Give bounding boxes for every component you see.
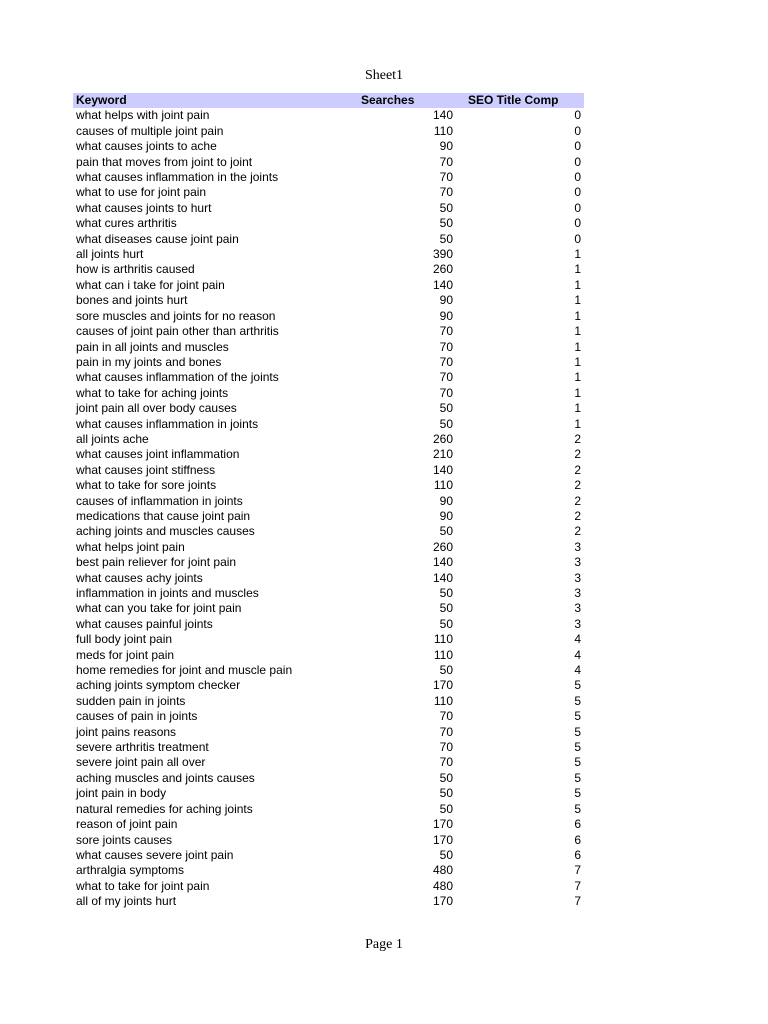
table-row[interactable]	[73, 478, 584, 493]
keyword-cell[interactable]: what helps with joint pain	[76, 108, 210, 123]
keyword-cell[interactable]: all of my joints hurt	[76, 894, 177, 909]
table-row[interactable]	[73, 863, 584, 878]
seo-comp-cell[interactable]: 1	[574, 385, 581, 400]
table-row[interactable]	[73, 879, 584, 894]
seo-comp-cell[interactable]: 2	[574, 462, 581, 477]
table-row[interactable]	[73, 494, 584, 509]
seo-comp-cell[interactable]: 0	[574, 216, 581, 231]
table-row[interactable]	[73, 185, 584, 200]
keyword-cell[interactable]: what cures arthritis	[76, 216, 177, 231]
table-row[interactable]	[73, 432, 584, 447]
searches-cell[interactable]: 170	[432, 832, 453, 847]
seo-comp-cell[interactable]: 0	[574, 185, 581, 200]
keyword-cell[interactable]: what diseases cause joint pain	[76, 231, 239, 246]
keyword-cell[interactable]: what to take for aching joints	[76, 385, 229, 400]
page-number: Page 1	[365, 937, 403, 952]
searches-cell[interactable]: 50	[439, 616, 453, 631]
column-header-seo-title-comp[interactable]: SEO Title Comp	[454, 93, 584, 108]
seo-comp-cell[interactable]: 2	[574, 524, 581, 539]
seo-comp-cell[interactable]: 5	[574, 724, 581, 739]
seo-comp-cell[interactable]: 1	[574, 293, 581, 308]
table-row[interactable]	[73, 463, 584, 478]
searches-cell[interactable]: 50	[439, 524, 453, 539]
keyword-cell[interactable]: what causes joint stiffness	[76, 462, 216, 477]
seo-comp-cell[interactable]: 1	[574, 339, 581, 354]
keyword-cell[interactable]: how is arthritis caused	[76, 262, 195, 277]
searches-cell[interactable]: 50	[439, 200, 453, 215]
keyword-cell[interactable]: all joints hurt	[76, 247, 144, 262]
keyword-cell[interactable]: what helps joint pain	[76, 539, 185, 554]
table-row[interactable]	[73, 540, 584, 555]
table-row[interactable]	[73, 124, 584, 139]
seo-comp-cell[interactable]: 4	[574, 647, 581, 662]
keyword-cell[interactable]: what causes joint inflammation	[76, 447, 240, 462]
table-row[interactable]	[73, 278, 584, 293]
keyword-cell[interactable]: what to take for joint pain	[76, 878, 210, 893]
table-row[interactable]	[73, 340, 584, 355]
searches-cell[interactable]: 90	[439, 139, 453, 154]
seo-comp-cell[interactable]: 3	[574, 555, 581, 570]
searches-cell[interactable]: 50	[439, 770, 453, 785]
seo-comp-cell[interactable]: 1	[574, 354, 581, 369]
seo-comp-cell[interactable]: 4	[574, 663, 581, 678]
seo-comp-cell[interactable]: 7	[574, 878, 581, 893]
keyword-cell[interactable]: pain in all joints and muscles	[76, 339, 229, 354]
seo-comp-cell[interactable]: 1	[574, 370, 581, 385]
searches-cell[interactable]: 140	[432, 555, 453, 570]
searches-cell[interactable]: 390	[432, 247, 453, 262]
keyword-cell[interactable]: causes of multiple joint pain	[76, 123, 224, 138]
keyword-cell[interactable]: all joints ache	[76, 431, 149, 446]
table-row[interactable]	[73, 678, 584, 693]
table-row[interactable]	[73, 108, 584, 123]
seo-comp-cell[interactable]: 3	[574, 616, 581, 631]
searches-cell[interactable]: 50	[439, 847, 453, 862]
searches-cell[interactable]: 170	[432, 678, 453, 693]
seo-comp-cell[interactable]: 0	[574, 139, 581, 154]
table-row[interactable]	[73, 632, 584, 647]
table-row[interactable]	[73, 617, 584, 632]
seo-comp-cell[interactable]: 5	[574, 770, 581, 785]
seo-comp-cell[interactable]: 0	[574, 231, 581, 246]
keyword-cell[interactable]: pain in my joints and bones	[76, 354, 222, 369]
seo-comp-cell[interactable]: 2	[574, 478, 581, 493]
searches-cell[interactable]: 70	[439, 709, 453, 724]
keyword-cell[interactable]: aching muscles and joints causes	[76, 770, 255, 785]
keyword-cell[interactable]: severe joint pain all over	[76, 755, 206, 770]
keyword-cell[interactable]: aching joints symptom checker	[76, 678, 241, 693]
table-row[interactable]	[73, 694, 584, 709]
searches-cell[interactable]: 70	[439, 740, 453, 755]
keyword-cell[interactable]: what can i take for joint pain	[76, 277, 225, 292]
keyword-cell[interactable]: sore muscles and joints for no reason	[76, 308, 276, 323]
table-row[interactable]	[73, 247, 584, 262]
keyword-cell[interactable]: best pain reliever for joint pain	[76, 555, 237, 570]
seo-comp-cell[interactable]: 5	[574, 801, 581, 816]
searches-cell[interactable]: 50	[439, 801, 453, 816]
searches-cell[interactable]: 110	[433, 647, 453, 662]
table-row[interactable]	[73, 293, 584, 308]
table-row[interactable]	[73, 216, 584, 231]
table-row[interactable]	[73, 324, 584, 339]
searches-cell[interactable]: 260	[432, 262, 453, 277]
seo-comp-cell[interactable]: 3	[574, 601, 581, 616]
keyword-cell[interactable]: home remedies for joint and muscle pain	[76, 663, 293, 678]
sheet-title: Sheet1	[364, 68, 404, 83]
seo-comp-cell[interactable]: 6	[574, 832, 581, 847]
searches-cell[interactable]: 90	[439, 293, 453, 308]
searches-cell[interactable]: 170	[432, 894, 453, 909]
table-row[interactable]	[73, 755, 584, 770]
table-row[interactable]	[73, 586, 584, 601]
keyword-cell[interactable]: what causes severe joint pain	[76, 847, 234, 862]
searches-cell[interactable]: 70	[439, 170, 453, 185]
searches-cell[interactable]: 70	[439, 185, 453, 200]
keyword-cell[interactable]: natural remedies for aching joints	[76, 801, 253, 816]
seo-comp-cell[interactable]: 1	[574, 308, 581, 323]
searches-cell[interactable]: 70	[439, 370, 453, 385]
keyword-cell[interactable]: medications that cause joint pain	[76, 508, 251, 523]
table-row[interactable]	[73, 648, 584, 663]
keyword-cell[interactable]: what causes joints to ache	[76, 139, 217, 154]
keyword-cell[interactable]: joint pain all over body causes	[76, 401, 237, 416]
table-row[interactable]	[73, 355, 584, 370]
table-row[interactable]	[73, 802, 584, 817]
seo-comp-cell[interactable]: 1	[574, 277, 581, 292]
table-row[interactable]	[73, 155, 584, 170]
seo-comp-cell[interactable]: 2	[574, 508, 581, 523]
keyword-cell[interactable]: pain that moves from joint to joint	[76, 154, 253, 169]
seo-comp-cell[interactable]: 0	[574, 108, 581, 123]
keyword-cell[interactable]: what causes inflammation in the joints	[76, 170, 279, 185]
keyword-cell[interactable]: arthralgia symptoms	[76, 863, 185, 878]
table-row[interactable]	[73, 139, 584, 154]
seo-comp-cell[interactable]: 3	[574, 570, 581, 585]
searches-cell[interactable]: 140	[432, 462, 453, 477]
table-row[interactable]	[73, 262, 584, 277]
seo-comp-cell[interactable]: 6	[574, 847, 581, 862]
searches-cell[interactable]: 110	[433, 478, 453, 493]
keyword-cell[interactable]: what to use for joint pain	[76, 185, 207, 200]
searches-cell[interactable]: 70	[439, 385, 453, 400]
keyword-cell[interactable]: meds for joint pain	[76, 647, 175, 662]
table-row[interactable]	[73, 309, 584, 324]
searches-cell[interactable]: 50	[439, 786, 453, 801]
seo-comp-cell[interactable]: 3	[574, 539, 581, 554]
table-row[interactable]	[73, 524, 584, 539]
column-header-keyword[interactable]: Keyword	[73, 93, 358, 108]
table-row[interactable]	[73, 370, 584, 385]
table-row[interactable]	[73, 786, 584, 801]
table-row[interactable]	[73, 417, 584, 432]
keyword-cell[interactable]: what to take for sore joints	[76, 478, 217, 493]
seo-comp-cell[interactable]: 4	[574, 632, 581, 647]
keyword-cell[interactable]: bones and joints hurt	[76, 293, 188, 308]
keyword-cell[interactable]: aching joints and muscles causes	[76, 524, 255, 539]
searches-cell[interactable]: 110	[433, 123, 453, 138]
searches-cell[interactable]: 50	[439, 231, 453, 246]
header-row	[73, 93, 584, 108]
keyword-cell[interactable]: what causes joints to hurt	[76, 200, 212, 215]
searches-cell[interactable]: 50	[439, 416, 453, 431]
searches-cell[interactable]: 260	[432, 431, 453, 446]
seo-comp-cell[interactable]: 5	[574, 755, 581, 770]
table-row[interactable]	[73, 232, 584, 247]
searches-cell[interactable]: 70	[439, 724, 453, 739]
searches-cell[interactable]: 260	[432, 539, 453, 554]
seo-comp-cell[interactable]: 5	[574, 786, 581, 801]
seo-comp-cell[interactable]: 3	[574, 586, 581, 600]
table-row[interactable]	[73, 447, 584, 462]
table-row[interactable]	[73, 817, 584, 832]
table-row[interactable]	[73, 555, 584, 570]
table-row[interactable]	[73, 663, 584, 678]
searches-cell[interactable]: 50	[439, 601, 453, 616]
table-row[interactable]	[73, 509, 584, 524]
keyword-cell[interactable]: full body joint pain	[76, 632, 173, 647]
seo-comp-cell[interactable]: 2	[574, 431, 581, 446]
searches-cell[interactable]: 50	[439, 663, 453, 678]
searches-cell[interactable]: 70	[439, 354, 453, 369]
seo-comp-cell[interactable]: 7	[574, 894, 581, 909]
table-row[interactable]	[73, 201, 584, 216]
keyword-cell[interactable]: what can you take for joint pain	[76, 601, 242, 616]
seo-comp-cell[interactable]: 0	[574, 123, 581, 138]
seo-comp-cell[interactable]: 2	[574, 447, 581, 462]
seo-comp-cell[interactable]: 0	[574, 154, 581, 169]
searches-cell[interactable]: 140	[432, 108, 453, 123]
keyword-cell[interactable]: severe arthritis treatment	[76, 740, 209, 755]
table-row[interactable]	[73, 833, 584, 848]
keyword-cell[interactable]: what causes inflammation in joints	[76, 416, 259, 431]
searches-cell[interactable]: 170	[432, 817, 453, 832]
seo-comp-cell[interactable]: 5	[574, 678, 581, 693]
keyword-cell[interactable]: sudden pain in joints	[76, 693, 186, 708]
keyword-cell[interactable]: inflammation in joints and muscles	[76, 586, 259, 600]
table-row[interactable]	[73, 601, 584, 616]
seo-comp-cell[interactable]: 1	[574, 262, 581, 277]
table-row[interactable]	[73, 740, 584, 755]
searches-cell[interactable]: 50	[439, 401, 453, 416]
seo-comp-cell[interactable]: 0	[574, 200, 581, 215]
searches-cell[interactable]: 70	[439, 324, 453, 339]
table-row[interactable]	[73, 848, 584, 863]
table-row[interactable]	[73, 386, 584, 401]
searches-cell[interactable]: 480	[432, 878, 453, 893]
seo-comp-cell[interactable]: 5	[574, 693, 581, 708]
searches-cell[interactable]: 480	[432, 863, 453, 878]
keyword-cell[interactable]: joint pains reasons	[76, 724, 177, 739]
seo-comp-cell[interactable]: 1	[574, 324, 581, 339]
seo-comp-cell[interactable]: 5	[574, 709, 581, 724]
keyword-cell[interactable]: joint pain in body	[76, 786, 167, 801]
seo-comp-cell[interactable]: 2	[574, 493, 581, 508]
searches-cell[interactable]: 110	[433, 632, 453, 647]
seo-comp-cell[interactable]: 0	[574, 170, 581, 185]
searches-cell[interactable]: 210	[432, 447, 453, 462]
keyword-cell[interactable]: reason of joint pain	[76, 817, 178, 832]
table-row[interactable]	[73, 170, 584, 185]
keyword-cell[interactable]: causes of joint pain other than arthritis	[76, 324, 279, 339]
searches-cell[interactable]: 90	[439, 508, 453, 523]
searches-cell[interactable]: 70	[439, 755, 453, 770]
table-row[interactable]	[73, 771, 584, 786]
keyword-cell[interactable]: what causes inflammation of the joints	[76, 370, 279, 385]
table-row[interactable]	[73, 401, 584, 416]
keyword-cell[interactable]: sore joints causes	[76, 832, 173, 847]
searches-cell[interactable]: 140	[432, 277, 453, 292]
searches-cell[interactable]: 70	[439, 154, 453, 169]
keyword-cell[interactable]: causes of inflammation in joints	[76, 493, 243, 508]
table-row[interactable]	[73, 725, 584, 740]
searches-cell[interactable]: 110	[433, 693, 453, 708]
seo-comp-cell[interactable]: 1	[574, 247, 581, 262]
table-row[interactable]	[73, 894, 584, 909]
keyword-cell[interactable]: what causes painful joints	[76, 616, 213, 631]
seo-comp-cell[interactable]: 6	[574, 817, 581, 832]
searches-cell[interactable]: 70	[439, 339, 453, 354]
seo-comp-cell[interactable]: 1	[574, 401, 581, 416]
keyword-cell[interactable]: what causes achy joints	[76, 570, 203, 585]
searches-cell[interactable]: 50	[439, 586, 453, 600]
keyword-cell[interactable]: causes of pain in joints	[76, 709, 198, 724]
searches-cell[interactable]: 90	[439, 308, 453, 323]
seo-comp-cell[interactable]: 7	[574, 863, 581, 878]
keyword-table	[73, 93, 584, 910]
column-header-searches[interactable]: Searches	[358, 93, 454, 108]
seo-comp-cell[interactable]: 5	[574, 740, 581, 755]
table-row[interactable]	[73, 709, 584, 724]
searches-cell[interactable]: 50	[439, 216, 453, 231]
table-row[interactable]	[73, 571, 584, 586]
seo-comp-cell[interactable]: 1	[574, 416, 581, 431]
searches-cell[interactable]: 90	[439, 493, 453, 508]
searches-cell[interactable]: 140	[432, 570, 453, 585]
